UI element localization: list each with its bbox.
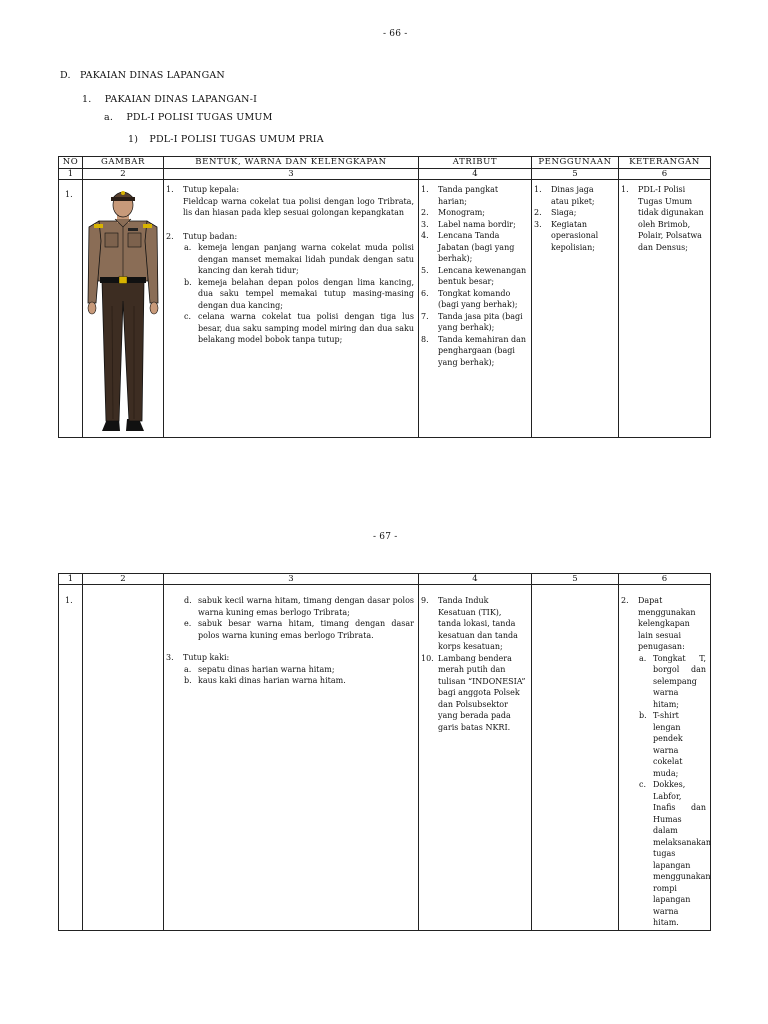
atribut-item	[421, 288, 527, 311]
heading-d-number: D.	[60, 70, 71, 81]
bentuk-item	[166, 652, 414, 687]
bentuk-title: Tutup kaki:	[183, 653, 230, 662]
bentuk-subitem	[183, 595, 414, 618]
keterangan-number: 2.	[621, 596, 629, 605]
bentuk-subitem	[183, 675, 414, 687]
col-number: 6	[619, 169, 711, 180]
table-row	[59, 585, 711, 931]
heading-1-number: 1.	[82, 94, 92, 105]
atribut-text: Tanda kemahiran dan penghargaan (bagi yang berhak);	[438, 334, 527, 367]
keterangan-item	[621, 595, 712, 929]
bentuk-number: 1.	[166, 185, 174, 194]
subitem-text: Tongkat T, borgol dan selempang warna hitam;	[653, 653, 706, 709]
atribut-number: 2.	[421, 208, 429, 217]
penggunaan-text: Dinas jaga atau piket;	[551, 185, 595, 206]
atribut-number: 1.	[421, 185, 429, 194]
col-number: 3	[164, 169, 419, 180]
atribut-cell	[419, 585, 532, 931]
heading-1-paren	[128, 134, 324, 145]
subitem-text: T-shirt lengan pendek warna cokelat muda;	[653, 711, 683, 778]
bentuk-sublist	[183, 595, 414, 641]
keterangan-list	[621, 184, 706, 253]
atribut-number: 8.	[421, 334, 429, 344]
col-number: 6	[619, 574, 711, 585]
penggunaan-list	[534, 184, 614, 253]
heading-1-paren-text: PDL-I POLISI TUGAS UMUM PRIA	[149, 134, 324, 145]
column-number-row	[59, 574, 711, 585]
column-number-row	[59, 169, 711, 180]
uniform-picture-cell	[83, 180, 164, 438]
atribut-item	[421, 653, 527, 734]
bentuk-subitem	[183, 664, 414, 676]
subitem-text: sabuk besar warna hitam, timang dengan dasar polos warna kuning emas berlogo Tribrata.	[198, 619, 414, 640]
col-number: 5	[532, 574, 619, 585]
heading-d	[60, 70, 225, 81]
atribut-number: 7.	[421, 311, 429, 321]
atribut-text: Lambang bendera merah putih dan tulisan “INDONESIA” bagi anggota Polsek dan Polsubsektor yang berada pada garis batas NKRI.	[438, 653, 526, 732]
col-number: 2	[83, 574, 164, 585]
penggunaan-number: 2.	[534, 208, 542, 217]
col-number: 2	[83, 169, 164, 180]
atribut-number: 3.	[421, 219, 429, 229]
atribut-list	[421, 595, 527, 733]
page-number: - 67 -	[373, 532, 398, 542]
keterangan-subitem	[638, 779, 712, 929]
table-header-row	[59, 157, 711, 169]
atribut-text: Tanda jasa pita (bagi yang berhak);	[438, 311, 523, 332]
atribut-item	[421, 207, 527, 219]
bentuk-number: 2.	[166, 231, 174, 241]
subitem-text: kemeja belahan depan polos dengan lima kancing, dua saku tempel memakai tutup masing-masing dengan dua kancing;	[198, 277, 414, 310]
atribut-text: Lencana kewenangan bentuk besar;	[438, 265, 527, 286]
subitem-letter: c.	[639, 780, 647, 789]
keterangan-text: PDL-I Polisi Tugas Umum tidak digunakan oleh Brimob, Polair, Polsatwa dan Densus;	[638, 185, 704, 252]
subitem-letter: a.	[639, 653, 647, 663]
table-row	[59, 180, 711, 438]
bentuk-cell	[164, 180, 419, 438]
bentuk-text: Fieldcap warna cokelat tua polisi dengan logo Tribrata, lis dan hiasan pada klep sesuai golongan kepangkatan	[183, 196, 414, 217]
atribut-text: Tanda Induk Kesatuan (TIK), tanda lokasi, tanda kesatuan dan tanda korps kesatuan;	[438, 596, 518, 651]
atribut-text: Lencana Tanda Jabatan (bagi yang berhak);	[438, 231, 515, 263]
heading-a	[104, 112, 273, 123]
bentuk-sublist	[183, 664, 414, 687]
penggunaan-cell	[532, 585, 619, 931]
police-officer-figure	[85, 181, 161, 433]
bentuk-subitem	[183, 277, 414, 312]
atribut-item	[421, 311, 527, 334]
bentuk-list	[166, 184, 414, 346]
subitem-letter: b.	[184, 676, 192, 685]
bentuk-subitem	[183, 618, 414, 641]
atribut-item	[421, 595, 527, 653]
col-header-keterangan: KETERANGAN	[619, 157, 711, 169]
col-header-bentuk: BENTUK, WARNA DAN KELENGKAPAN	[164, 157, 419, 169]
col-header-atribut: ATRIBUT	[419, 157, 532, 169]
bentuk-cell	[164, 585, 419, 931]
bentuk-sublist	[183, 242, 414, 346]
subitem-text: sepatu dinas harian warna hitam;	[198, 664, 335, 674]
penggunaan-number: 3.	[534, 219, 542, 229]
subitem-letter: a.	[184, 243, 192, 252]
atribut-number: 5.	[421, 265, 429, 275]
atribut-list	[421, 184, 527, 368]
atribut-cell	[419, 180, 532, 438]
keterangan-list	[621, 595, 712, 929]
penggunaan-cell	[532, 180, 619, 438]
atribut-number: 9.	[421, 596, 429, 605]
col-header-no: NO	[59, 157, 83, 169]
heading-a-number: a.	[104, 112, 114, 123]
heading-d-text: PAKAIAN DINAS LAPANGAN	[79, 70, 225, 81]
atribut-text: Tongkat komando (bagi yang berhak);	[438, 288, 518, 309]
atribut-text: Tanda pangkat harian;	[438, 185, 499, 206]
subitem-text: sabuk kecil warna hitam, timang dengan dasar polos warna kuning emas berlogo Tribrata;	[198, 596, 414, 617]
penggunaan-item	[534, 219, 614, 254]
col-number: 5	[532, 169, 619, 180]
col-number: 1	[59, 574, 83, 585]
atribut-text: Monogram;	[438, 208, 485, 217]
atribut-number: 10.	[421, 653, 434, 663]
atribut-number: 4.	[421, 231, 429, 240]
atribut-number: 6.	[421, 288, 429, 298]
subitem-letter: c.	[184, 312, 192, 321]
heading-1	[82, 94, 257, 105]
keterangan-cell	[619, 585, 711, 931]
row-number: 1.	[59, 180, 83, 438]
atribut-item	[421, 184, 527, 207]
keterangan-subitem	[638, 710, 706, 779]
subitem-letter: a.	[184, 664, 192, 674]
col-number: 3	[164, 574, 419, 585]
subitem-text: Dokkes, Labfor, Inafis dan Humas dalam melaksanakan tugas lapangan menggunakan rompi lapangan warna hitam.	[653, 780, 712, 927]
penggunaan-item	[534, 184, 614, 207]
subitem-text: kaus kaki dinas harian warna hitam.	[198, 676, 346, 685]
atribut-item	[421, 334, 527, 369]
keterangan-sublist	[638, 653, 712, 929]
bentuk-list	[166, 652, 414, 687]
col-header-penggunaan: PENGGUNAAN	[532, 157, 619, 169]
bentuk-item	[166, 231, 414, 346]
atribut-item	[421, 230, 527, 265]
bentuk-subitem	[183, 242, 414, 277]
atribut-item	[421, 219, 527, 231]
subitem-letter: b.	[639, 711, 647, 720]
bentuk-title: Tutup kepala:	[183, 185, 240, 194]
heading-1-text: PAKAIAN DINAS LAPANGAN-I	[104, 94, 258, 105]
subitem-letter: e.	[184, 619, 192, 628]
subitem-letter: b.	[184, 277, 192, 287]
penggunaan-item	[534, 207, 614, 219]
keterangan-item	[621, 184, 706, 253]
row-number: 1.	[59, 585, 83, 931]
heading-1-paren-number: 1)	[128, 134, 139, 145]
uniform-picture-cell	[83, 585, 164, 931]
uniform-table-page-67	[58, 573, 711, 931]
keterangan-number: 1.	[621, 185, 629, 194]
col-number: 4	[419, 574, 532, 585]
keterangan-cell	[619, 180, 711, 438]
uniform-table-page-66	[58, 156, 711, 438]
bentuk-title: Tutup badan:	[183, 231, 238, 241]
col-number: 1	[59, 169, 83, 180]
heading-a-text: PDL-I POLISI TUGAS UMUM	[126, 112, 273, 123]
col-header-gambar: GAMBAR	[83, 157, 164, 169]
subitem-letter: d.	[184, 596, 192, 605]
keterangan-subitem	[638, 653, 706, 711]
atribut-text: Label nama bordir;	[438, 219, 516, 229]
bentuk-number: 3.	[166, 653, 174, 662]
penggunaan-number: 1.	[534, 185, 542, 194]
page-number: - 66 -	[383, 29, 408, 39]
subitem-text: kemeja lengan panjang warna cokelat muda polisi dengan manset memakai lidah pundak dengan satu kancing dan kerah tidur;	[198, 243, 414, 275]
bentuk-subitem	[183, 311, 414, 346]
atribut-item	[421, 265, 527, 288]
subitem-text: celana warna cokelat tua polisi dengan tiga lus besar, dua saku samping model miring dan dua saku belakang model bobok tanpa tutup;	[198, 312, 414, 344]
penggunaan-text: Siaga;	[551, 208, 577, 217]
penggunaan-text: Kegiatan operasional kepolisian;	[551, 219, 599, 252]
bentuk-item	[166, 184, 414, 219]
col-number: 4	[419, 169, 532, 180]
keterangan-text: Dapat menggunakan kelengkapan lain sesuai penugasan:	[638, 596, 696, 651]
